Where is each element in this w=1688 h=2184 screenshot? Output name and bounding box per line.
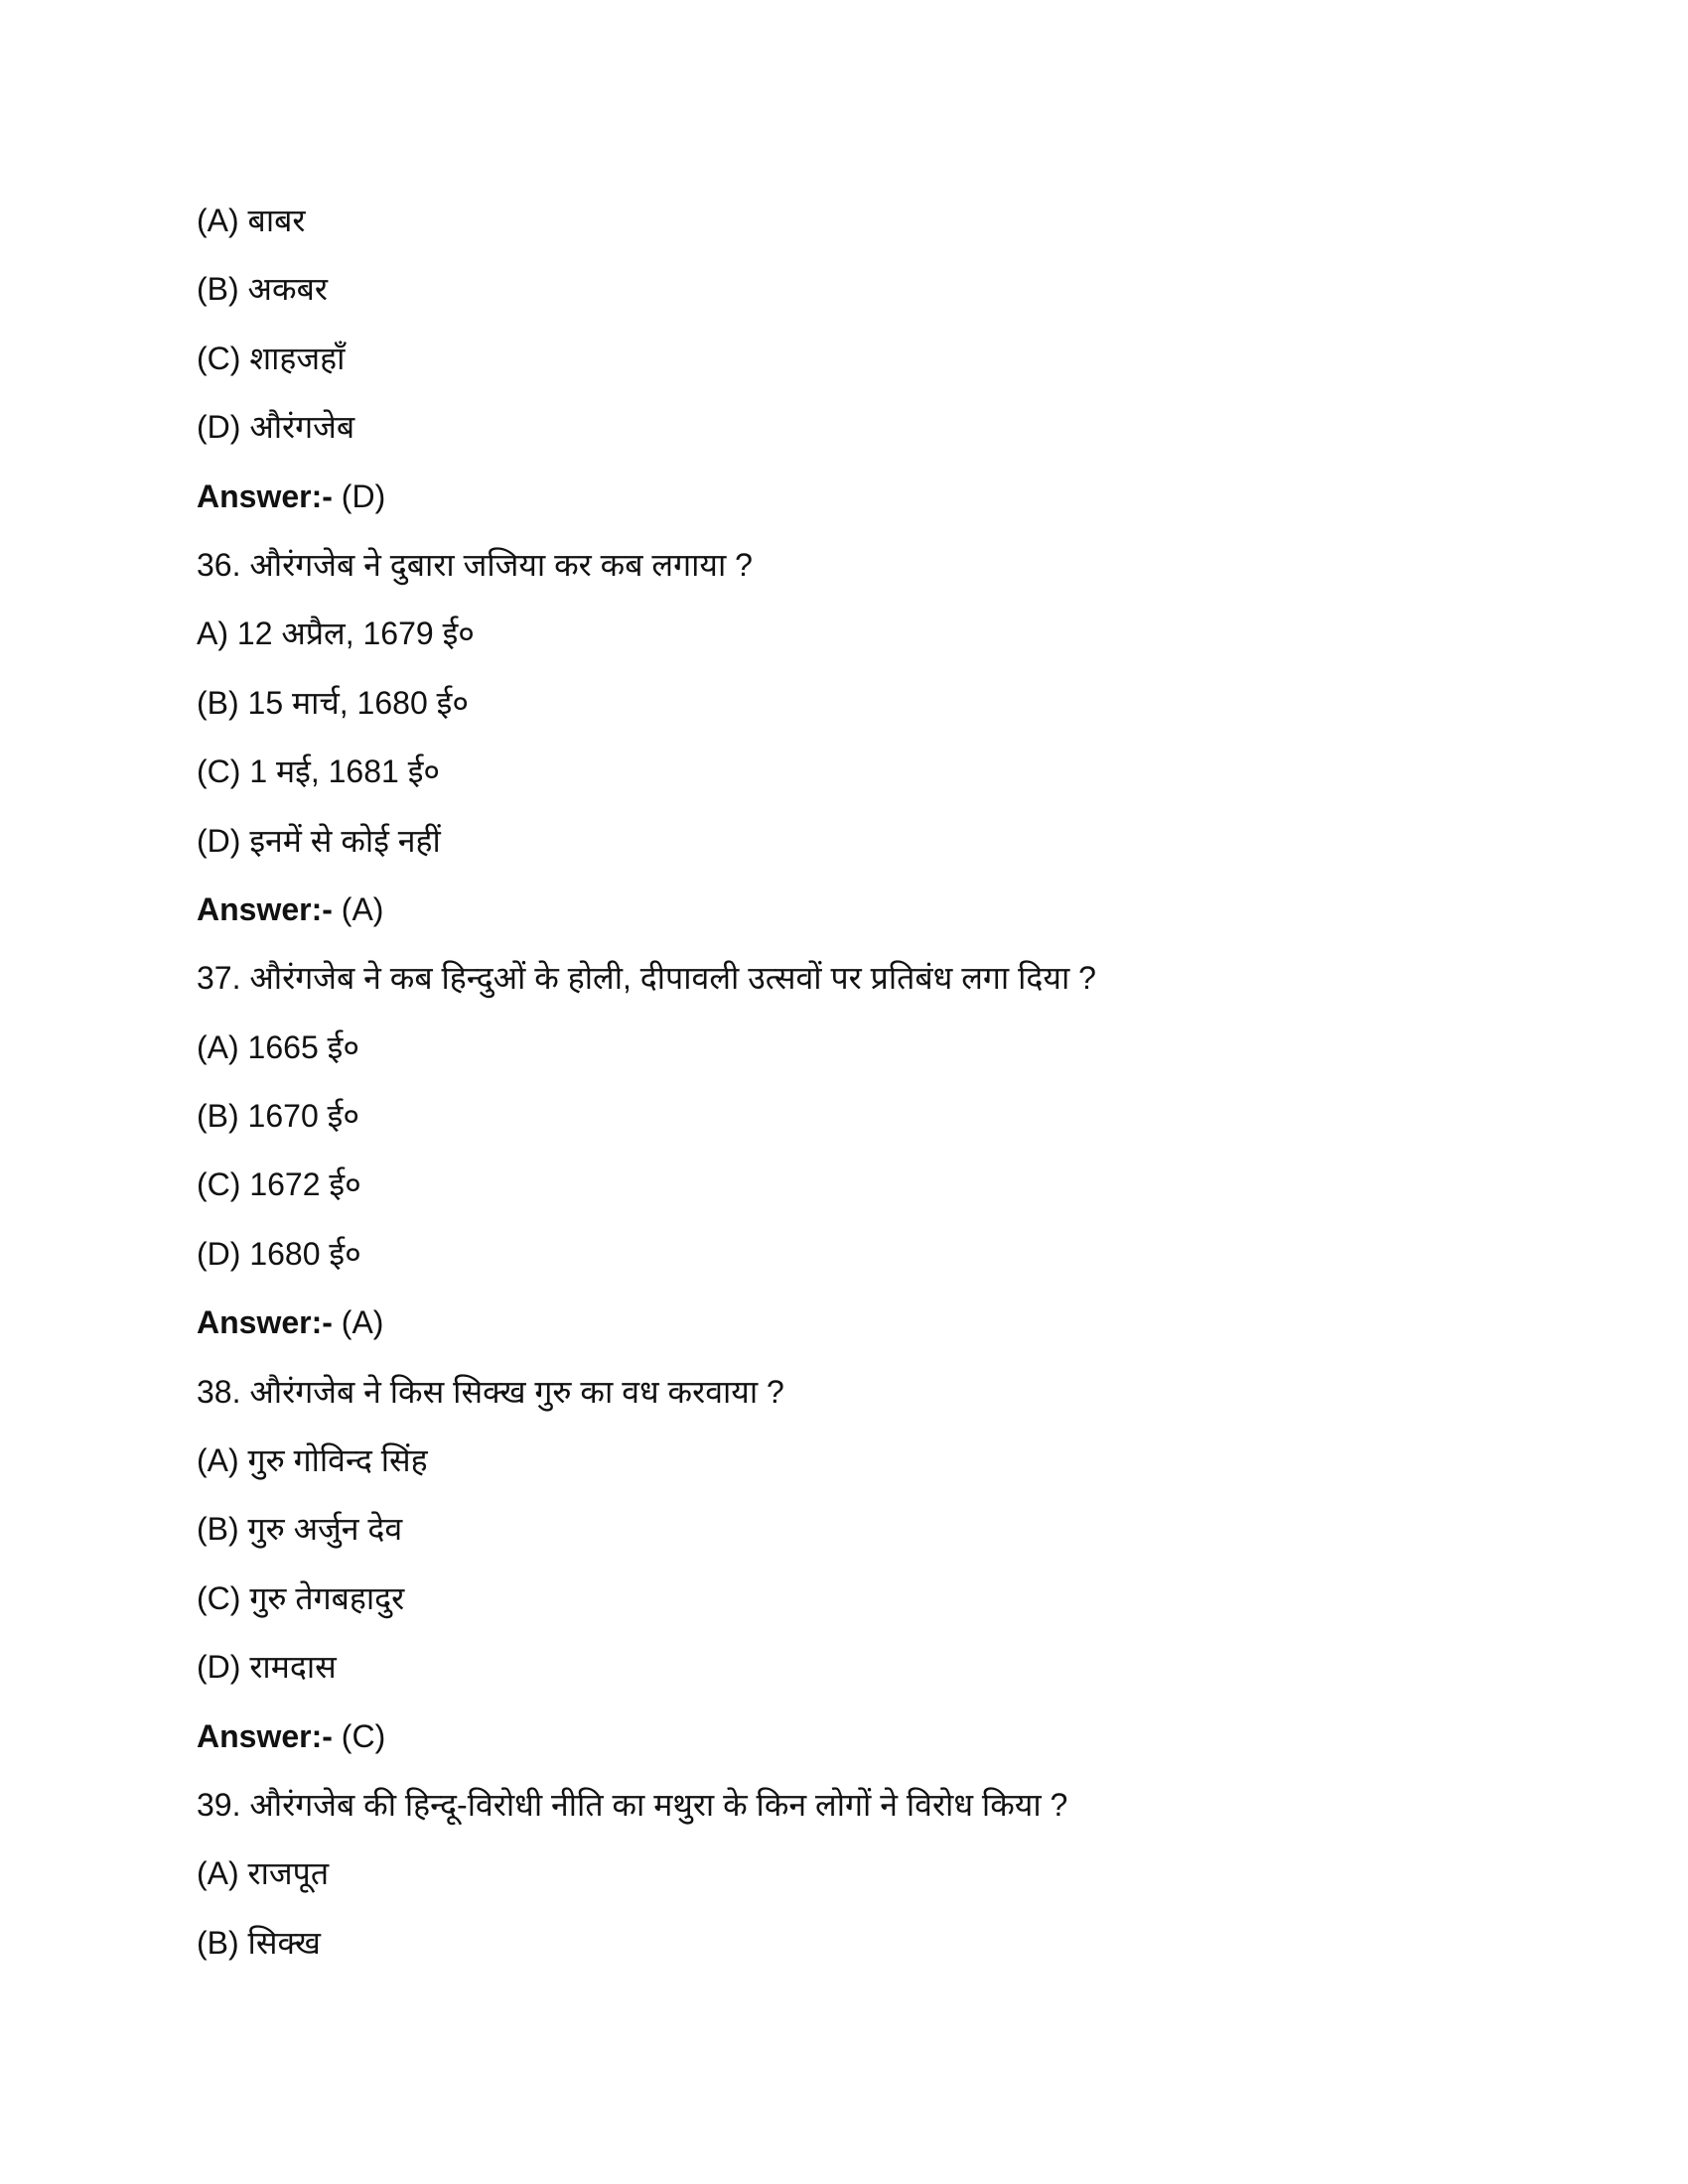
answer-value: (C) <box>332 1717 386 1754</box>
option-text: (A) गुरु गोविन्द सिंह <box>197 1442 428 1479</box>
answer-line <box>197 1703 1096 1771</box>
answer-value: (A) <box>332 890 384 927</box>
option-text: (C) गुरु तेगबहादुर <box>197 1579 405 1616</box>
option-text: (D) इनमें से कोई नहीं <box>197 822 441 859</box>
option-text: (B) 1670 ई० <box>197 1098 359 1135</box>
answer-line <box>197 463 1096 531</box>
option-text: (D) 1680 ई० <box>197 1235 361 1272</box>
option-text: A) 12 अप्रैल, 1679 ई० <box>197 615 475 652</box>
option-text: (B) अकबर <box>197 271 328 308</box>
option-text: (B) गुरु अर्जुन देव <box>197 1511 403 1548</box>
answer-line <box>197 876 1096 944</box>
document-body <box>197 187 1096 1978</box>
option-text: (D) औरंगजेब <box>197 409 355 446</box>
option-text: (D) रामदास <box>197 1649 337 1686</box>
option-text: (B) 15 मार्च, 1680 ई० <box>197 684 469 721</box>
option-text: (B) सिक्ख <box>197 1924 321 1961</box>
option-text: (C) शाहजहाँ <box>197 340 346 376</box>
answer-label: Answer:- <box>197 890 333 927</box>
answer-value: (A) <box>332 1304 384 1341</box>
option-text: (A) बाबर <box>197 203 306 238</box>
question-text: 36. औरंगजेब ने दुबारा जजिया कर कब लगाया ? <box>197 546 753 583</box>
option-text: (C) 1672 ई० <box>197 1166 361 1203</box>
option-text: (A) 1665 ई० <box>197 1028 359 1065</box>
question-text: 37. औरंगजेब ने कब हिन्दुओं के होली, दीपावली उत्सवों पर प्रतिबंध लगा दिया ? <box>197 960 1096 997</box>
answer-label: Answer:- <box>197 1304 333 1341</box>
answer-line <box>197 1289 1096 1357</box>
option-text: (C) 1 मई, 1681 ई० <box>197 753 441 790</box>
question-text: 39. औरंगजेब की हिन्दू-विरोधी नीति का मथुरा के किन लोगों ने विरोध किया ? <box>197 1786 1068 1823</box>
answer-value: (D) <box>332 478 386 514</box>
answer-label: Answer:- <box>197 478 333 514</box>
option-text: (A) राजपूत <box>197 1855 330 1892</box>
question-text: 38. औरंगजेब ने किस सिक्ख गुरु का वध करवाया ? <box>197 1373 784 1410</box>
answer-label: Answer:- <box>197 1717 333 1754</box>
